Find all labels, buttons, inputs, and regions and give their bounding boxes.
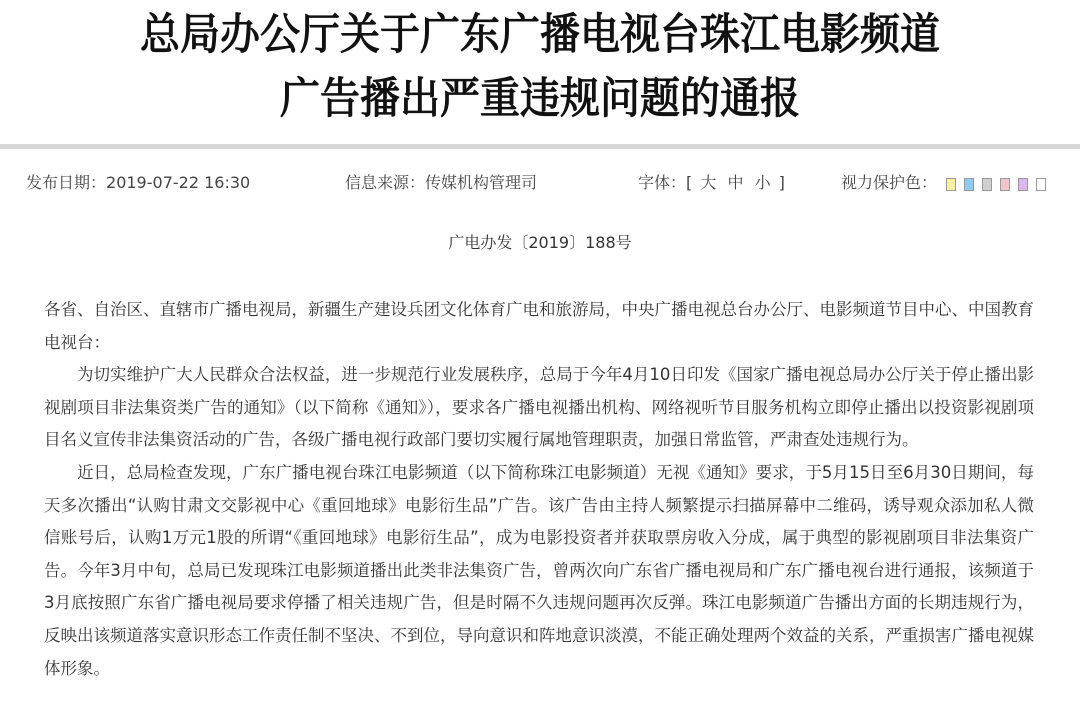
info-source-label: 信息来源： bbox=[345, 173, 426, 192]
font-size-selector bbox=[638, 166, 785, 200]
header-divider bbox=[0, 144, 1080, 149]
addressee-paragraph: 各省、自治区、直辖市广播电视局，新疆生产建设兵团文化体育广电和旅游局，中央广播电视总台办公厅、电影频道节目中心、中国教育电视台： bbox=[44, 300, 1034, 352]
article-body bbox=[44, 294, 1034, 685]
font-size-bracket-close: ] bbox=[778, 173, 785, 192]
eye-protection-label: 视力保护色： bbox=[841, 173, 938, 192]
article-meta-bar bbox=[0, 166, 1080, 200]
color-swatch-group bbox=[946, 167, 1054, 201]
body-paragraph-2: 近日，总局检查发现，广东广播电视台珠江电影频道（以下简称珠江电影频道）无视《通知》要求，于5月15日至6月30日期间，每天多次播出“认购甘肃文交影视中心《重回地球》电影衍生品”广告。该广告由主持人频繁提示扫描屏幕中二维码，诱导观众添加私人微信账号后，认购1万元1股的所谓“《重回地球》电影衍生品”，成为电影投资者并获取票房收入分成，属于典型的影视剧项目非法集资广告。今年3月中旬，总局已发现珠江电影频道播出此类非法集资广告，曾两次向广东省广播电视局和广东广播电视台进行通报，该频道于3月底按照广东省广播电视局要求停播了相关违规广告，但是时隔不久违规问题再次反弹。珠江电影频道广告播出方面的长期违规行为，反映出该频道落实意识形态工作责任制不坚决、不到位，导向意识和阵地意识淡漠，不能正确处理两个效益的关系，严重损害广播电视媒体形象。 bbox=[44, 462, 1034, 678]
swatch-purple-button[interactable] bbox=[1018, 178, 1028, 191]
swatch-blue-button[interactable] bbox=[964, 178, 974, 191]
font-size-small-button[interactable]: 小 bbox=[754, 173, 771, 192]
info-source bbox=[345, 166, 537, 200]
swatch-gray-button[interactable] bbox=[982, 178, 992, 191]
swatch-yellow-button[interactable] bbox=[946, 178, 956, 191]
publish-date-label: 发布日期： bbox=[26, 173, 107, 192]
title-line-1: 总局办公厅关于广东广播电视台珠江电影频道 bbox=[140, 10, 940, 60]
font-size-medium-button[interactable]: 中 bbox=[727, 173, 744, 192]
font-size-label: 字体：[ bbox=[638, 173, 693, 192]
info-source-value: 传媒机构管理司 bbox=[425, 173, 538, 192]
document-number: 广电办发〔2019〕188号 bbox=[448, 233, 632, 252]
font-size-large-button[interactable]: 大 bbox=[700, 173, 717, 192]
swatch-pink-button[interactable] bbox=[1000, 178, 1010, 191]
swatch-white-button[interactable] bbox=[1036, 178, 1046, 191]
eye-protection-colors bbox=[841, 166, 1054, 201]
title-line-2: 广告播出严重违规问题的通报 bbox=[280, 74, 800, 124]
publish-date-value: 2019-07-22 16:30 bbox=[106, 173, 251, 192]
article-title bbox=[0, 0, 1080, 144]
publish-date bbox=[26, 166, 250, 200]
body-paragraph-1: 为切实维护广大人民群众合法权益，进一步规范行业发展秩序，总局于今年4月10日印发《国家广播电视总局办公厅关于停止播出影视剧项目非法集资类广告的通知》（以下简称《通知》），要求各广播电视播出机构、网络视听节目服务机构立即停止播出以投资影视剧项目名义宣传非法集资活动的广告，各级广播电视行政部门要切实履行属地管理职责，加强日常监管，严肃查处违规行为。 bbox=[44, 365, 1034, 450]
